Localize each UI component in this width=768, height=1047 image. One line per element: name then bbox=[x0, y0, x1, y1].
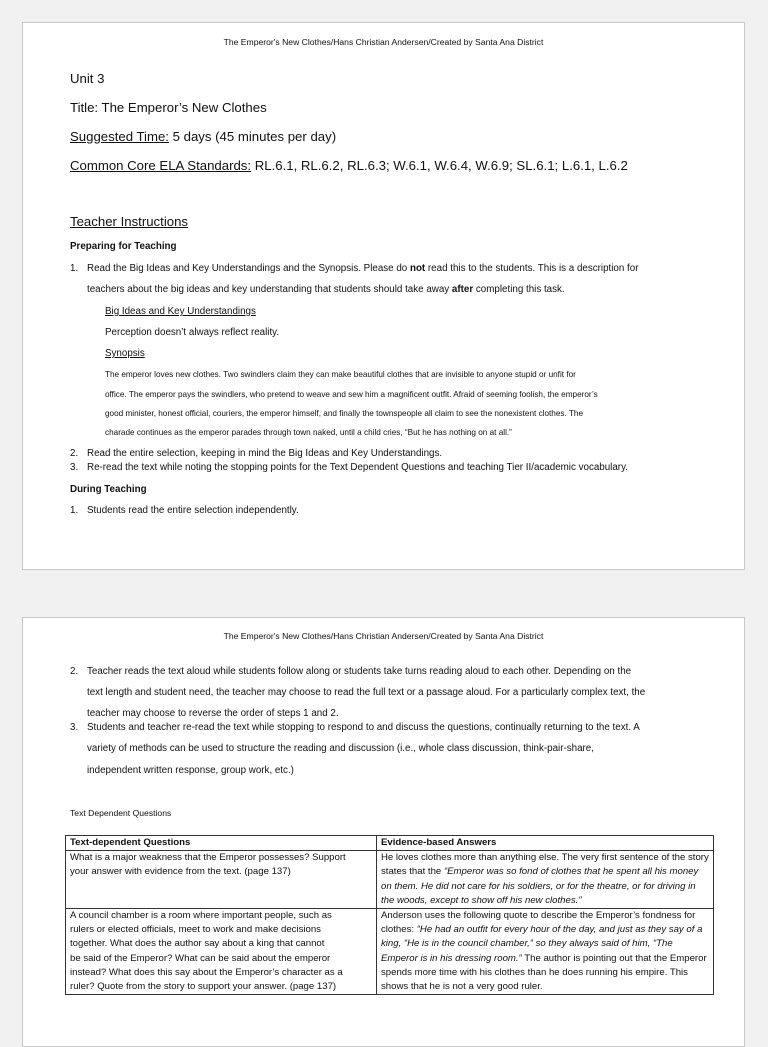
answer-text: He loves clothes more than anything else. The very first sentence of the story states that the bbox=[381, 852, 709, 878]
step2-number: 2. bbox=[70, 448, 79, 459]
running-header: The Emperor's New Clothes/Hans Christian Andersen/Created by Santa Ana District bbox=[223, 37, 544, 47]
suggested-time bbox=[70, 129, 336, 144]
step1-text-c: read this to the students. This is a description for bbox=[425, 263, 639, 274]
step1-line2-text-c: completing this task. bbox=[473, 284, 565, 295]
step2-text: Read the entire selection, keeping in mind the Big Ideas and Key Understandings. bbox=[87, 448, 443, 459]
question-line: be said of the Emperor? What can be said about the emperor bbox=[70, 952, 331, 964]
during-step1-text: Students read the entire selection independently. bbox=[87, 505, 299, 516]
big-ideas-text: Perception doesn’t always reflect reality. bbox=[105, 327, 280, 338]
answer-cell bbox=[377, 909, 714, 995]
step1-number: 1. bbox=[70, 263, 79, 274]
question-line: rulers or elected officials, meet to work and make decisions bbox=[70, 924, 321, 936]
running-header: The Emperor's New Clothes/Hans Christian Andersen/Created by Santa Ana District bbox=[223, 631, 544, 641]
question-line: together. What does the author say about a king that cannot bbox=[70, 938, 325, 950]
column-header-answers: Evidence-based Answers bbox=[377, 836, 714, 851]
synopsis-line: office. The emperor pays the swindlers, who pretend to weave and sew him a magnificent outfit. Afraid of seeming foolish, the emperor’s bbox=[105, 390, 598, 399]
step1-emphasis-not: not bbox=[409, 263, 426, 274]
standards-value: RL.6.1, RL.6.2, RL.6.3; W.6.1, W.6.4, W.6.9; SL.6.1; L.6.1, L.6.2 bbox=[251, 158, 628, 173]
text-dependent-questions-table bbox=[65, 835, 714, 995]
synopsis-line: good minister, honest official, couriers, the emperor himself, and finally the townspeople all claim to see the nonexistent clothes. The bbox=[105, 409, 584, 418]
question-line: instead? What does this say about the Emperor’s character as a bbox=[70, 966, 343, 978]
suggested-time-value: 5 days (45 minutes per day) bbox=[168, 129, 337, 144]
step3-text: Re-read the text while noting the stopping points for the Text Dependent Questions and teaching Tier II/academic vocabulary. bbox=[87, 462, 628, 473]
answer-cell bbox=[377, 851, 714, 909]
step3-line: independent written response, group work, etc.) bbox=[87, 765, 294, 776]
standards-label: Common Core ELA Standards: bbox=[70, 158, 252, 173]
question-cell bbox=[66, 909, 377, 995]
standards bbox=[70, 158, 628, 173]
table-header-row bbox=[66, 836, 714, 851]
question-line: What is a major weakness that the Emperor possesses? Support bbox=[70, 852, 346, 864]
step1-line2-text-a: teachers about the big ideas and key understanding that students should take away bbox=[87, 284, 452, 295]
step2-line: text length and student need, the teacher may choose to read the full text or a passage aloud. For a particularly complex text, the bbox=[87, 687, 646, 698]
synopsis-line: The emperor loves new clothes. Two swindlers claim they can make beautiful clothes that are invisible to anyone stupid or unfit for bbox=[105, 370, 576, 379]
question-line: your answer with evidence from the text. (page 137) bbox=[70, 866, 291, 878]
question-line: A council chamber is a room where important people, such as bbox=[70, 910, 332, 922]
question-cell bbox=[66, 851, 377, 909]
step2-number: 2. bbox=[70, 666, 79, 677]
unit-label: Unit 3 bbox=[70, 71, 105, 86]
suggested-time-label: Suggested Time: bbox=[70, 129, 169, 144]
answer-text: The author is pointing out that the Emperor spends more time with his clothes than he does running his empire. This shows that he is not a very good ruler. bbox=[381, 952, 707, 993]
step1-text-a: Read the Big Ideas and Key Understandings and the Synopsis. Please do bbox=[87, 263, 410, 274]
step2-line: teacher may choose to reverse the order of steps 1 and 2. bbox=[87, 708, 339, 719]
step1-line1 bbox=[87, 263, 639, 274]
step3-line: Students and teacher re-read the text while stopping to respond to and discuss the questions, continually returning to the text. A bbox=[87, 722, 640, 733]
document-page-1 bbox=[22, 22, 745, 570]
teacher-instructions-heading: Teacher Instructions bbox=[70, 214, 189, 229]
synopsis-heading: Synopsis bbox=[105, 348, 145, 359]
table-row bbox=[66, 909, 714, 995]
answer-quote: “He had an outfit for every hour of the day, and just as they say of a king, “He is in the council chamber,” so they always said of him, “The Emperor is in his dressing room.” bbox=[381, 924, 703, 964]
preparing-heading: Preparing for Teaching bbox=[70, 241, 177, 252]
step3-line: variety of methods can be used to structure the reading and discussion (i.e., whole class discussion, think-pair-share, bbox=[87, 743, 594, 754]
document-page-2 bbox=[22, 617, 745, 1047]
during-teaching-heading: During Teaching bbox=[70, 484, 147, 495]
step2-line: Teacher reads the text aloud while students follow along or students take turns reading aloud to each other. Depending on the bbox=[87, 666, 632, 677]
big-ideas-heading: Big Ideas and Key Understandings bbox=[105, 306, 256, 317]
step1-emphasis-after: after bbox=[451, 284, 474, 295]
question-line: ruler? Quote from the story to support your answer. (page 137) bbox=[70, 981, 337, 993]
table-row bbox=[66, 851, 714, 909]
answer-text: Anderson uses the following quote to describe the Emperor’s fondness for clothes: bbox=[381, 910, 696, 936]
step3-number: 3. bbox=[70, 462, 79, 473]
document-title: Title: The Emperor’s New Clothes bbox=[70, 100, 267, 115]
tdq-heading: Text Dependent Questions bbox=[70, 808, 172, 818]
answer-quote: “Emperor was so fond of clothes that he spent all his money on them. He did not care for his soldiers, or for the theatre, or for driving in the woods, except to show off his new clothes.” bbox=[381, 866, 699, 906]
synopsis-line: charade continues as the emperor parades through town naked, until a child cries, “But he has nothing on at all.” bbox=[105, 428, 512, 437]
step3-number: 3. bbox=[70, 722, 79, 733]
column-header-questions: Text-dependent Questions bbox=[66, 836, 377, 851]
during-step1-number: 1. bbox=[70, 505, 79, 516]
step1-line2 bbox=[87, 284, 565, 295]
